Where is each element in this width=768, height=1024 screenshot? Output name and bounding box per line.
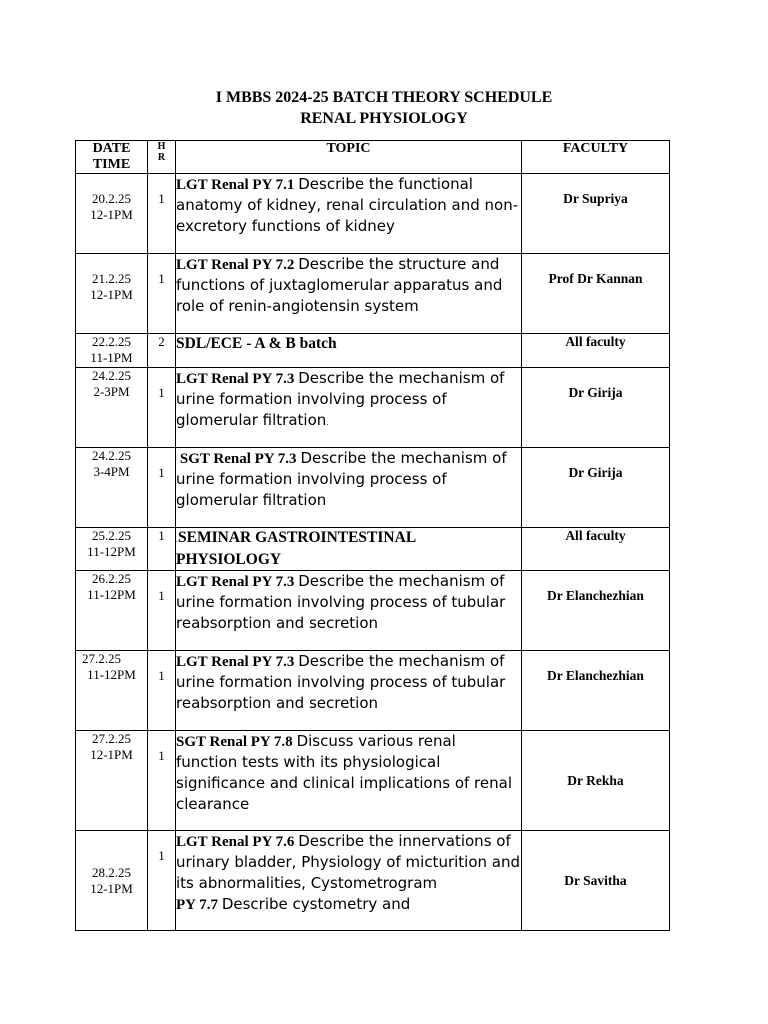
date-time-cell <box>76 368 148 448</box>
document-title: I MBBS 2024-25 BATCH THEORY SCHEDULE <box>215 89 553 106</box>
hr-cell: 2 <box>148 334 176 368</box>
date-text: 24.2.25 <box>92 368 131 383</box>
topic-cell <box>176 528 522 571</box>
time-text: 11-12PM <box>87 544 136 559</box>
topic-cell <box>176 831 522 931</box>
date-text: 21.2.25 <box>92 271 131 286</box>
header-date-time <box>76 141 148 174</box>
date-time-cell <box>76 334 148 368</box>
hr-cell: 1 <box>148 368 176 448</box>
table-row <box>76 528 670 571</box>
date-text: 27.2.25 <box>82 651 121 666</box>
table-row <box>76 334 670 368</box>
trailing-dot: . <box>326 418 329 427</box>
header-time-label: TIME <box>92 157 131 172</box>
date-time-cell <box>76 174 148 254</box>
topic-description: Describe the mechanism of urine formation involving process of glomerular filtration <box>176 369 505 429</box>
table-row <box>76 254 670 334</box>
topic-code: LGT Renal PY 7.3 <box>176 574 295 590</box>
date-time-cell <box>76 651 148 731</box>
header-hr-r: R <box>157 152 166 163</box>
hr-cell: 1 <box>148 528 176 571</box>
faculty-cell: Dr Rekha <box>522 731 670 831</box>
date-time-cell <box>76 448 148 528</box>
topic-description: Describe the structure and functions of juxtaglomerular apparatus and role of renin-angiotensin system <box>176 255 503 315</box>
table-header-row <box>76 141 670 174</box>
time-text: 2-3PM <box>93 384 130 399</box>
hr-cell: 1 <box>148 448 176 528</box>
faculty-cell: Dr Supriya <box>522 174 670 254</box>
time-text: 11-12PM <box>87 587 136 602</box>
date-text: 20.2.25 <box>92 191 131 206</box>
time-text: 12-1PM <box>90 287 133 302</box>
topic-code: LGT Renal PY 7.6 <box>176 834 295 850</box>
topic-code: LGT Renal PY 7.3 <box>176 371 295 387</box>
date-text: 24.2.25 <box>92 448 131 463</box>
hr-cell: 1 <box>148 651 176 731</box>
date-time-cell <box>76 571 148 651</box>
time-text: 3-4PM <box>93 464 130 479</box>
header-hr-h: H <box>157 141 166 152</box>
faculty-cell: Dr Elanchezhian <box>522 571 670 651</box>
topic-code: LGT Renal PY 7.3 <box>176 654 295 670</box>
header-topic: TOPIC <box>176 141 522 174</box>
topic-cell <box>176 651 522 731</box>
topic-description: Describe the innervations of urinary bladder, Physiology of micturition and its abnormalities, Cystometrogram <box>176 832 521 892</box>
topic-text: SDL/ECE - A & B batch <box>176 335 337 352</box>
topic-code: SGT Renal PY 7.8 <box>176 734 293 750</box>
faculty-cell: Dr Girija <box>522 448 670 528</box>
hr-cell: 1 <box>148 831 176 931</box>
date-text: 25.2.25 <box>92 528 131 543</box>
faculty-cell: Prof Dr Kannan <box>522 254 670 334</box>
header-hr <box>148 141 176 174</box>
topic-cell <box>176 174 522 254</box>
leading-dot: . <box>176 535 178 544</box>
hr-cell: 1 <box>148 254 176 334</box>
faculty-cell: Dr Savitha <box>522 831 670 931</box>
topic-cell <box>176 368 522 448</box>
time-text: 11-12PM <box>87 667 136 682</box>
faculty-cell: All faculty <box>522 334 670 368</box>
table-row <box>76 831 670 931</box>
topic-description: Describe the mechanism of urine formation involving process of tubular reabsorption and secretion <box>176 652 506 712</box>
time-text: 12-1PM <box>90 747 133 762</box>
date-time-cell <box>76 731 148 831</box>
topic-description: Describe the mechanism of urine formation involving process of tubular reabsorption and secretion <box>176 572 506 632</box>
topic-code: LGT Renal PY 7.2 <box>176 257 295 273</box>
hr-cell: 1 <box>148 174 176 254</box>
table-row <box>76 731 670 831</box>
schedule-table <box>75 140 670 931</box>
topic-code: SGT Renal PY 7.3 <box>179 451 297 467</box>
hr-cell: 1 <box>148 571 176 651</box>
faculty-cell: All faculty <box>522 528 670 571</box>
topic-cell <box>176 571 522 651</box>
faculty-cell: Dr Elanchezhian <box>522 651 670 731</box>
topic-description: Describe the functional anatomy of kidney, renal circulation and non-excretory functions of kidney <box>176 175 519 235</box>
date-time-cell <box>76 831 148 931</box>
topic-description: Discuss various renal function tests with its physiological significance and clinical implications of renal clearance <box>176 732 512 813</box>
hr-cell: 1 <box>148 731 176 831</box>
document-subtitle: RENAL PHYSIOLOGY <box>300 110 468 127</box>
header-faculty: FACULTY <box>522 141 670 174</box>
date-time-cell <box>76 254 148 334</box>
faculty-cell: Dr Girija <box>522 368 670 448</box>
topic-cell <box>176 334 522 368</box>
time-text: 11-1PM <box>90 350 133 365</box>
time-text: 12-1PM <box>90 207 133 222</box>
topic-cell <box>176 448 522 528</box>
date-text: 27.2.25 <box>92 731 131 746</box>
date-time-cell <box>76 528 148 571</box>
table-row <box>76 368 670 448</box>
table-row <box>76 174 670 254</box>
table-row <box>76 651 670 731</box>
date-text: 22.2.25 <box>92 334 131 349</box>
date-text: 26.2.25 <box>92 571 131 586</box>
topic-code-secondary: PY 7.7 <box>176 897 218 913</box>
topic-cell <box>176 731 522 831</box>
topic-cell <box>176 254 522 334</box>
date-text: 28.2.25 <box>92 864 131 880</box>
topic-description: Describe the mechanism of urine formation involving process of glomerular filtration <box>176 449 507 509</box>
topic-description-secondary: Describe cystometry and <box>221 895 411 913</box>
table-row <box>76 571 670 651</box>
time-text: 12-1PM <box>90 880 133 896</box>
table-row <box>76 448 670 528</box>
topic-text: SEMINAR GASTROINTESTINAL PHYSIOLOGY <box>176 529 416 568</box>
topic-code: LGT Renal PY 7.1 <box>176 177 295 193</box>
header-date-label: DATE <box>92 141 131 156</box>
